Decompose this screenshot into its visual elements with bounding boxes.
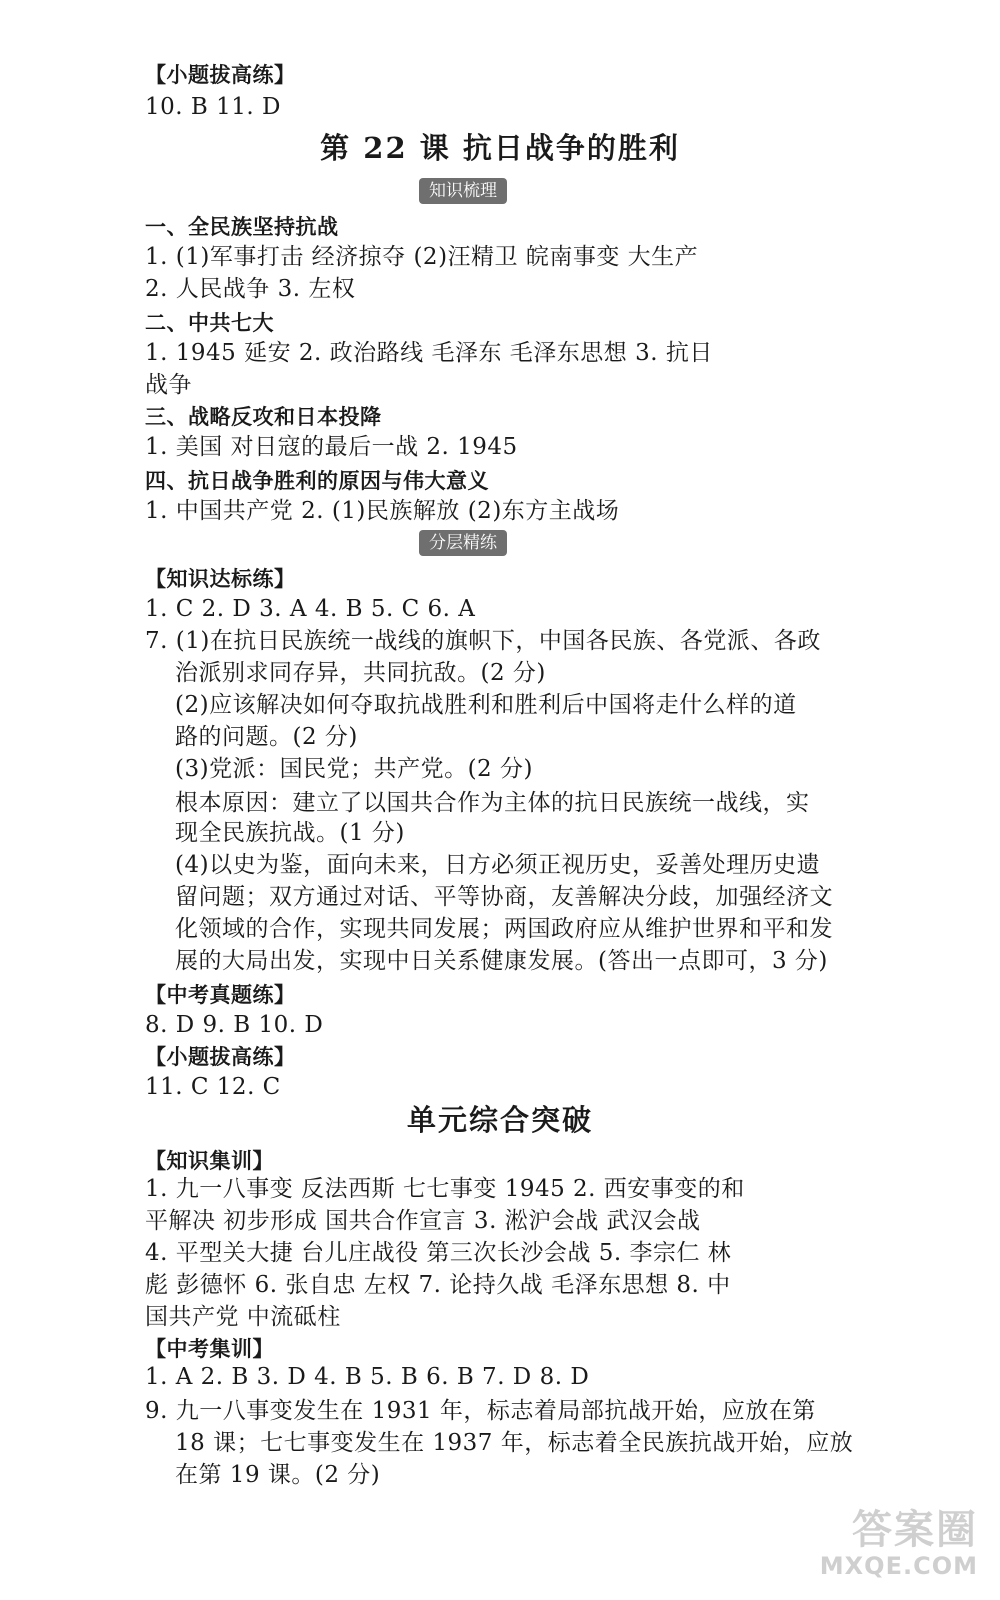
section-heading: 二、中共七大 [145,311,274,335]
section-heading: 【中考真题练】 [145,983,296,1007]
answer-line: 18 课；七七事变发生在 1937 年，标志着全民族抗战开始，应放 [175,1430,854,1456]
section-heading: 【知识达标练】 [145,567,296,591]
answer-line: 8. D 9. B 10. D [145,1012,324,1038]
watermark-logo-text: 答案圈 [852,1507,978,1553]
answer-line: 4. 平型关大捷 台儿庄战役 第三次长沙会战 5. 李宗仁 林 [145,1240,732,1266]
section-heading: 三、战略反攻和日本投降 [145,405,382,429]
answer-line: 1. 美国 对日寇的最后一战 2. 1945 [145,434,518,460]
answer-line: 根本原因：建立了以国共合作为主体的抗日民族统一战线，实 [175,790,810,816]
answer-line: 战争 [145,372,192,398]
answer-line: 1. 1945 延安 2. 政治路线 毛泽东 毛泽东思想 3. 抗日 [145,340,713,366]
answer-line: 化领域的合作，实现共同发展；两国政府应从维护世界和平和发 [175,916,833,942]
answer-line: (4)以史为鉴，面向未来，日方必须正视历史，妥善处理历史遗 [175,852,821,878]
answer-line: 现全民族抗战。(1 分) [175,820,405,846]
section-heading: 四、抗日战争胜利的原因与伟大意义 [145,469,489,493]
answer-line: 9. 九一八事变发生在 1931 年，标志着局部抗战开始，应放在第 [145,1398,816,1424]
lesson-title: 第 22 课 抗日战争的胜利 [320,131,680,165]
unit-title: 单元综合突破 [406,1103,593,1137]
section-heading: 【小题拔高练】 [145,63,296,87]
answer-line: (2)应该解决如何夺取抗战胜利和胜利后中国将走什么样的道 [175,692,797,718]
section-heading: 【知识集训】 [145,1149,274,1173]
watermark-url-text: MXQE.COM [819,1552,978,1580]
answer-line: 1. 中国共产党 2. (1)民族解放 (2)东方主战场 [145,498,620,524]
answer-line: 10. B 11. D [145,94,281,120]
section-tag: 分层精练 [419,530,507,556]
answer-line: 1. C 2. D 3. A 4. B 5. C 6. A [145,596,476,622]
section-tag: 知识梳理 [419,178,507,204]
answer-line: 1. A 2. B 3. D 4. B 5. B 6. B 7. D 8. D [145,1364,590,1390]
answer-line: 平解决 初步形成 国共合作宣言 3. 淞沪会战 武汉会战 [145,1208,701,1234]
answer-line: 11. C 12. C [145,1074,281,1100]
answer-line: 2. 人民战争 3. 左权 [145,276,356,302]
answer-line: 留问题；双方通过对话、平等协商，友善解决分歧，加强经济文 [175,884,833,910]
section-heading: 【中考集训】 [145,1337,274,1361]
answer-line: 在第 19 课。(2 分) [175,1462,381,1488]
answer-line: 路的问题。(2 分) [175,724,358,750]
answer-line: 彪 彭德怀 6. 张自忠 左权 7. 论持久战 毛泽东思想 8. 中 [145,1272,731,1298]
answer-line: (3)党派：国民党；共产党。(2 分) [175,756,533,782]
answer-line: 治派别求同存异，共同抗敌。(2 分) [175,660,546,686]
section-heading: 【小题拔高练】 [145,1045,296,1069]
site-watermark [818,1498,978,1588]
answer-line: 1. 九一八事变 反法西斯 七七事变 1945 2. 西安事变的和 [145,1176,745,1202]
answer-line: 国共产党 中流砥柱 [145,1304,341,1330]
answer-line: 展的大局出发，实现中日关系健康发展。(答出一点即可，3 分) [175,948,828,974]
answer-line: 1. (1)军事打击 经济掠夺 (2)汪精卫 皖南事变 大生产 [145,244,699,270]
answer-line: 7. (1)在抗日民族统一战线的旗帜下，中国各民族、各党派、各政 [145,628,821,654]
section-heading: 一、全民族坚持抗战 [145,215,339,239]
